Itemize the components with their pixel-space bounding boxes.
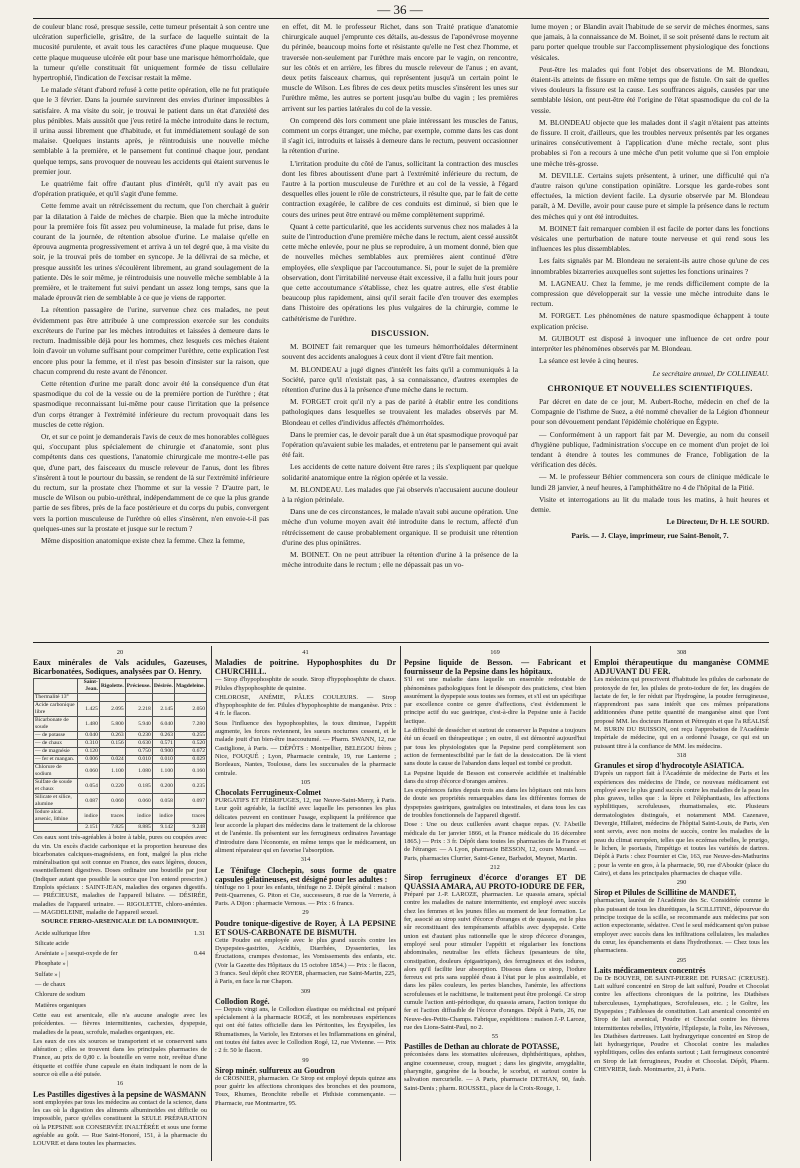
article-column-2 <box>282 22 518 632</box>
table-cell: 5.940 <box>125 717 152 732</box>
table-cell: 0.672 <box>174 748 206 756</box>
table-cell: 2.145 <box>152 702 174 717</box>
paragraph: M. DEVILLE. Certains sujets présentent, à uriner, une difficulté qui n'a d'autre raison qu'une constipation opiniâtre. Lorsque les garde-robes sont effectuées, la miction devient facile. La dysurie observée par M. Blondeau paraît, à M. Deville, avoir pour cause pure et simple la présence dans le rectum des mèches qui y ont été introduites. <box>531 170 769 221</box>
paragraph: La rétention passagère de l'urine, survenue chez ces malades, ne peut évidemment pas être attribuée à une compression exercée sur les conduits excréteurs de l'urine par les mèches introduites et laissées à demeure dans le rectum. Inadmissible déjà pour les hommes, chez lesquels ces mèches étaient loin d'avoir un volume suffisant pour comprimer l'urèthre, cette explication l'est encore plus pour la femme, et il n'est pas besoin d'insister sur la raison, que chacun comprend du reste avant de l'énoncer. <box>33 305 269 376</box>
table-cell: 0.029 <box>174 756 206 764</box>
table-cell: Silicate acide <box>35 939 69 947</box>
ad-title: Sirop ferrugineux d'écorce d'oranges ET DE QUASSIA AMARA, AU PROTO-IODURE DE FER, <box>404 873 586 892</box>
mineral-analysis-table <box>33 678 207 832</box>
ad-text: Ces eaux sont très-agréables à boire à table, pures ou coupées avec du vin. Un excès d'acide carbonique et la proportion heureuse des bicarbonates calciques-magnésiens, en font, malgré la plus riche minéralisation qui soit connue en France, des eaux légères, douces, essentiellement digestives. Doses ordinaire une bouteille par jour (Indiquer autant que possible la source que l'on entend prescrire.) Emplois spéciaux : SAINT-JEAN, maladies des organes digestifs. — PRÉCIEUSE, maladies de l'appareil biliaire. — DÉSIRÉE, maladies de l'appareil urinaire. — RIGOLETTE, chloro-anémies. — MAGDELEINE, maladie de l'appareil sexuel. <box>33 834 207 916</box>
table-cell: 0.120 <box>77 748 99 756</box>
paragraph: de couleur blanc rosé, presque sessile, cette tumeur présentait à son centre une ulcération superficielle, grisâtre, de la surface de laquelle suintait de la mucosité purulente, et avait tous les caractères d'une plaque muqueuse. Que cette plaque muqueuse ulcérée eût pour base une marisque hémorrhoïdale, que la tumeur qu'elle constituait fût uniquement formée de tissu cellulaire hypertrophié, l'indication de l'excisar restait la même. <box>33 22 269 83</box>
table-cell: 7.825 <box>99 824 125 832</box>
table-row <box>35 991 205 999</box>
table-cell: — de chaux <box>35 981 66 989</box>
ad-title: Pastilles de Dethan au chlorate de POTASSE, <box>404 1042 560 1052</box>
dominique-table <box>33 928 207 1012</box>
table-cell: 0.900 <box>152 748 174 756</box>
table-cell: 0.630 <box>125 740 152 748</box>
paragraph: M. GUIBOUT est disposé à invoquer une influence de cet ordre pour interpréter les phénomènes observés par M. Blondeau. <box>531 333 769 354</box>
ad-number: 212 <box>490 863 500 871</box>
table-cell: 0.010 <box>125 756 152 764</box>
page-number: — 36 — <box>377 2 423 17</box>
paragraph: M. BLONDEAU a jugé dignes d'intérêt les faits qu'il a communiqués à la Société, parce qu'il n'existait pas, à sa connaissance, d'autres exemples de rétention d'urine dus à la présence d'une mèche dans le rectum. <box>282 364 518 394</box>
table-cell <box>185 981 205 989</box>
ad-number: 55 <box>491 1033 499 1041</box>
table-cell: 1.425 <box>77 702 99 717</box>
ad-text: — Sirop d'hypophosphite de soude. Sirop d'hypophosphite de chaux. Pilules d'hypophosphite de quinine. <box>215 676 396 692</box>
table-cell <box>125 694 152 702</box>
table-cell: 0.310 <box>77 740 99 748</box>
ad-subtitle: SOURCE FERRO-ARSENICALE DE LA DOMINIQUE. <box>41 918 199 926</box>
table-cell: 0.024 <box>99 756 125 764</box>
table-row <box>35 960 205 968</box>
table-cell <box>152 694 174 702</box>
table-cell: Acide sulfurique libre <box>35 929 91 937</box>
table-cell <box>185 1002 205 1010</box>
table-row <box>34 740 207 748</box>
paragraph: Les accidents de cette nature doivent être rares ; ils s'expliquent par quelque solidarité anatomique entre la région opérée et la vessie. <box>282 462 518 482</box>
table-cell: 6.040 <box>152 717 174 732</box>
table-cell <box>185 960 205 968</box>
table-cell: — fer et mangan. <box>34 756 78 764</box>
paragraph: Le malade s'étant d'abord refusé à cette petite opération, elle ne fut pratiquée que le 3 février. Dans la journée survinrent des envies d'uriner impossibles à satisfaire. A ma visite du soir, je trouvai le patient dans un état d'anxiété des plus pénibles. Mais aussitôt que j'eus retiré la mèche introduite dans le rectum, il urina aussi librement que d'habitude, et fut immédiatement soulagé de son malaise. Quelques instants après, je réintroduisis une nouvelle mèche semblable à la première, et le pansement fut continué chaque jour, pendant quelque temps, sans provoquer de nouveau les accidents qui étaient survenus le premier jour. <box>33 85 269 176</box>
table-cell <box>174 694 206 702</box>
ad-text: Du Dr BOUYER, DE SAINT-PIERRE DE FURSAC (CREUSE). Lait sulfuré concentré en Sirop de lait sulfuré, Poudre et Chocolat contre les affections chroniques de la poitrine, les Diathèses tuberculeuses, Lymphatiques, Scrofuleuses, etc. ; le Goître, les Dyspepsies ; Faiblesses de constitution. Lait arsenical concentré en Sirop de lait arsenical, Poudre et Chocolat contre les fièvres intermittentes rebelles, l'Hystérie, l'Épilepsie, la Folie, les Névroses, les Diathèses dartreuses. Lait hydrargyrique concentré en Sirop de lait hydrargyrique, Poudre et Chocolat contre les maladies syphilitiques, celles des enfants surtout ; Lait ferrugineux concentré en Sirop de lait ferrugineux, Poudre et Chocolat. Dépôt, Pharm. CHEVRIER, faub. Montmartre, 21, à Paris. <box>594 974 769 1074</box>
table-cell: Matières organiques <box>35 1001 87 1009</box>
ad-text: D'après un rapport fait à l'Académie de médecine de Paris et les expériences des médecins de l'Inde, ce nouveau médicament est employé avec le plus grand succès contre les maladies de la peau les plus graves, telles que : la lèpre et l'éléphantiasis, les affections syphilitiques, scrofuleuses, rhumatismales, etc. Plusieurs dermatologistes distingués, et notamment MM. Cazenave, Devergie, Hillairet, médecins de l'hôpital Saint-Louis, de Paris, s'en sont servis, avec non moins de succès, contre les maladies de la peau du climat européen, telles que les eczémas rebelles, le prurigo, le lichen, le psoriasis, l'impétigo et toutes les variétés de dartres. Dépôt à Paris : chez Fournier et Cie, 163, rue Neuve-des-Mathurins ; pour la vente en gros, à la pharmacie, 90, rue d'Aboukir (place du Caire), et dans les principales pharmacies de chaque ville. <box>594 770 769 877</box>
table-cell: 2.151 <box>77 824 99 832</box>
paragraph: Le quatrième fait offre d'autant plus d'intérêt, qu'il n'y avait pas eu d'opération pratiquée, et qu'il s'agit d'une femme. <box>33 179 269 199</box>
table-row <box>34 694 207 702</box>
ad-title: Laits médicamenteux concentrés <box>594 965 706 975</box>
paragraph: Cette rétention d'urine me paraît donc avoir été la conséquence d'un état spasmodique du col de la vessie ou de la première portion de l'urèthre ; état spasmodique reconnaissant lui-même pour cause l'irritation que la présence d'un corps étranger à l'extrémité inférieure du rectum provoquait dans les muscles de cette région. <box>33 378 269 429</box>
ad-number: 290 <box>676 879 687 887</box>
ad-text: Préparé par J.-P. LAROZE, pharmacien. Le quassia amara, spécial contre les maladies de nature intermittente, est employé avec succès chez les femmes et les jeunes filles au moment de leur formation. Le fer, associé au sirop suivi d'écorce d'oranges et de quassia, est le plus sûr reconstituant des tempéraments affaiblis avec dyspepsie. Cette union est d'autant plus rationnelle que le sirop d'écorce d'oranges, employé seul pour stimuler l'appétit et régulariser les fonctions abdominales, neutralise les effets fâcheux (pesanteurs de tête, constipation, douleurs épigastriques), des ferrugineux et des iodures, alors qu'il facilite leur absorption. Dissous dans ce sirop, l'iodure ferreux est pris sans suppléé d'eau à l'état pur le plus assimilable, et dans les pâles couleurs, les pertes blanches, l'anémie, les affections scrofuleuses et le rachitisme, le traitement peut être prolongé. Ce sirop cumule l'action anti-périodique, du quassia amara, l'action tonique du fer et l'action diffusible de l'écorce d'oranges. Dépôt à Paris, 26, rue Neuve-des-Petits-Champs. Fabrique, expéditions : maison J.-P. Laroze, rue des Lions-Saint-Paul, no 2. <box>404 891 586 1031</box>
table-cell: Thermalité 13° <box>34 694 78 702</box>
paragraph: M. BLONDEAU objecte que les malades dont il s'agit n'étaient pas atteints de fissure. Il croit, d'ailleurs, que les troubles nerveux présentés par les organes urinaires consécutivement à l'application d'une mèche rectale, sont plus probables si l'on a recours à une mèche d'un petit volume que si l'on emploie une mèche très-grosse. <box>531 117 769 168</box>
table-cell: Silicate et silice, alumine <box>34 794 78 809</box>
paragraph: Or, et sur ce point je demanderais l'avis de ceux de mes honorables collègues qui, s'occupant plus spécialement de chirurgie et d'anatomie, sont plus compétents dans ces questions, l'anatomie chirurgicale me montre-t-elle pas que, d'une part, des faisceaux du muscle releveur de l'anus, dont les fibres s'insèrent à tout le pourtour du bassin, se rendent de là sur l'extrémité inférieure du rectum, sur la prostate chez l'homme et sur la vessie ? D'autre part, le muscle de Wilson ou pubio-uréthral, indépendamment de ce que la plus grande partie de ses fibres, près de la face postérieure et du corps du pubis, convergent vers la portion musculeuse de l'urèthre où elles s'insèrent, n'en envoie-t-il pas quelques-unes sur la prostate et jusque sur le rectum ? <box>33 431 269 533</box>
table-row <box>34 824 207 832</box>
table-cell: traces <box>99 809 125 824</box>
table-cell: 0.006 <box>77 756 99 764</box>
table-cell: 0.520 <box>174 740 206 748</box>
paragraph: Cette femme avait un rétrécissement du rectum, que l'on cherchait à guérir par la dilatation à l'aide de mèches de charpie. Bien que la mèche introduite pour la première fois fût assez peu volumineuse, la malade fut prise, dans le courant de la journée, de rétention absolue d'urine. Le malaise qu'elle en éprouva augmenta progressivement et arriva à un tel degré que, à ma visite du soir, je la trouvai près de tomber en syncope. Je la délivrai de sa mèche, et presque aussitôt les urines s'écoulèrent librement, au grand soulagement de la patiente. Dès le soir même, je réintroduisis une nouvelle mèche semblable à la première, et le traitement fut suivi pendant un assez long temps, sans que la malade éprouvât rien de semblable à ce que je viens de rapporter. <box>33 201 269 303</box>
column-divider <box>211 646 212 1161</box>
table-cell: 0.087 <box>77 794 99 809</box>
ad-number: 29 <box>302 909 309 917</box>
ad-text: PURGATIFS ET FÉBRIFUGES, 12, rue Neuve-Saint-Merry, à Paris. Leur goût agréable, la facilité avec laquelle les personnes les plus délicates peuvent en continuer l'usage, expliquent la préférence que leur accorde la plupart des médecins dans le traitement de la chlorose et de l'anémie. Ils présentent sur les ferrugineux ordinaires l'avantage d'introduire dans l'économie, en même temps que le médicament, un aliment réparateur qui en favorise l'absorption. <box>215 797 396 854</box>
paragraph: Quant à cette particularité, que les accidents survenus chez nos malades à la suite de l'introduction d'une première mèche dans le rectum, aient cessé aussitôt cette mèche enlevée, pour ne plus se reproduire, à un moment donné, bien que de nouvelles mèches semblables aux premières aient continué d'être employées, elle s'explique par l'accoutumance. Si, pour le sujet de la première observation, dont l'irritabilité nerveuse était excessive, il a fallu huit jours pour que cette accoutumance s'établisse, chez les quatre autres, elle s'est établie beaucoup plus rapidement, ainsi qu'il serait facile d'en trouver des exemples dans l'histoire des opérations les plus vulgaires de la chirurgie, comme le cathétérisme de l'urèthre. <box>282 221 518 323</box>
paragraph: Dans une de ces circonstances, le malade n'avait subi aucune opération. Une mèche d'un volume moyen avait été introduite dans le rectum, affecté d'un rétrécissement de cause probablement organique. Il se produisit une rétention d'urine des plus opiniâtres. <box>282 507 518 547</box>
ad-title: Chocolats Ferrugineux-Colmet <box>215 788 321 798</box>
ad-title: Les Pastilles digestives à la pepsine de WASMANN <box>33 1089 206 1099</box>
ad-number: 169 <box>490 649 500 656</box>
discussion-heading: DISCUSSION. <box>371 327 429 338</box>
table-cell: 2.095 <box>99 702 125 717</box>
table-cell: Sulfate » | <box>35 970 61 978</box>
table-cell: 0.750 <box>125 748 152 756</box>
table-row <box>34 748 207 756</box>
paragraph: Les faits signalés par M. Blondeau ne seraient-ils autre chose qu'une de ces innombrables bizarreries auxquelles sont sujettes les fonctions urinaires ? <box>531 256 769 276</box>
header-rule <box>33 18 769 19</box>
table-cell: 7.280 <box>174 717 206 732</box>
table-cell: 0.255 <box>174 732 206 740</box>
paragraph: — Conformément à un rapport fait par M. Devergie, au nom du conseil d'hygiène publique, l'administration s'occupe en ce moment d'un projet de loi tendant à étendre à toutes les communes de France, l'obligation de la vérification des décès. <box>531 429 769 470</box>
secretary-signature: Le secrétaire annuel, Dr COLLINEAU. <box>652 368 769 378</box>
ad-number: 105 <box>300 778 311 786</box>
paragraph: — M. le professeur Béhier commencera son cours de clinique médicale le lundi 28 janvier, à neuf heures, à l'amphithéâtre no 4 de l'hôpital de la Pitié. <box>531 472 769 492</box>
ads-column-1 <box>33 648 207 1163</box>
table-cell: Chlorure de sodium <box>35 991 86 999</box>
table-cell <box>185 971 205 979</box>
table-cell: 2.218 <box>125 702 152 717</box>
table-row <box>34 717 207 732</box>
ad-text: Les médecins qui prescrivent d'habitude les pilules de carbonate de protoxyde de fer, les pilules de proto-iodure de fer, les dragées de lactate de fer, le fer réduit par l'hydrogène, la poudre ferrugineuse, n'apprendront pas sans intérêt que ces mêmes préparations additionnées d'une petite quantité de manganèse ainsi que l'ont proposé MM. les docteurs Hannon et Pétrequin et que l'a RÉALISÉ M. BURIN DU BUISSON, ont reçu l'approbation de l'Académie impériale de médecine, qui en a ordonné l'usage, ce qui est un puissant titre à la confiance de MM. les médecins. <box>594 676 769 750</box>
table-cell: 0.058 <box>152 794 174 809</box>
paragraph: Dans le premier cas, le devoir paraît due à un état spasmodique provoqué par l'opération qu'avaient subie les malades, et entretenu par le pansement qui avait été fait. <box>282 429 518 460</box>
table-header: Saint-Jean. <box>77 679 99 694</box>
table-cell: 1.100 <box>99 764 125 779</box>
table-cell: 0.185 <box>125 779 152 794</box>
table-cell: 0.060 <box>125 794 152 809</box>
ad-number: 318 <box>676 751 687 759</box>
table-header <box>34 679 78 694</box>
table-cell: indice <box>77 809 99 824</box>
ad-title: Eaux minérales de Vals acidules, Gazeuses, Bicarbonatées, Sodiques, analysées par O. Henry. <box>33 658 207 677</box>
table-cell: — de magnésie <box>34 748 78 756</box>
table-cell: 5.800 <box>99 717 125 732</box>
ad-text: pharmacien, lauréat de l'Académie des Sc. Considérée comme le plus puissant de tous les diurétiques, la SCILLITINE, dépourvue du principe toxique de la scille, se recommande aux médecins par son action expectorante, sédative. C'est le seul médicament qu'on puisse employer avec succès dans les infiltrations cellulaires, les maladies du cœur, les épanchements et dans l'hydrothorax. — Chez tous les pharmaciens. <box>594 897 769 955</box>
ads-column-4 <box>594 648 769 1163</box>
paragraph: Peut-être les malades qui font l'objet des observations de M. Blondeau, étaient-ils atteints de fissure en même temps que de fistule. On sait de quelles vives douleurs la fissure est la cause. Les souffrances aiguës, causées par une semblable lésion, ont peut-être été l'origine de l'état spasmodique du col de la vessie. <box>531 64 769 115</box>
table-cell: 1.480 <box>77 717 99 732</box>
table-cell <box>185 991 205 999</box>
table-cell: Phosphate » | <box>35 960 69 968</box>
table-cell: indice <box>152 809 174 824</box>
article-column-3 <box>531 22 769 632</box>
table-cell: 1.080 <box>125 764 152 779</box>
ad-number: 20 <box>116 649 124 656</box>
table-cell: 0.040 <box>77 732 99 740</box>
paragraph: lume moyen ; or Blandin avait l'habitude de se servir de mèches énormes, sans que jamais, à la connaissance de M. Boinet, il se soit présenté dans le rectum ait paru porter quelque trouble sur l'accomplissement physiologique des fonctions vésicales. <box>531 22 769 62</box>
table-row <box>34 732 207 740</box>
ad-number: 308 <box>676 649 687 656</box>
table-cell: Iodure alcal. arsenic, lithine <box>34 809 78 824</box>
table-row <box>35 971 205 979</box>
table-cell: 1.100 <box>152 764 174 779</box>
table-row <box>34 702 207 717</box>
ad-text: Les eaux de ces six sources se transportent et se conservent sans altération ; elles se trouvent dans les principales pharmacies de France, au prix de 0,80 c. la bouteille en verre noir, revêtue d'une étiquette et coiffée d'une capsule en étain indiquant le nom de la source où elle a été puisée. <box>33 1037 207 1079</box>
table-cell: Sulfate de soude et chaux <box>34 779 78 794</box>
table-cell: 0.156 <box>99 740 125 748</box>
table-cell: Bicarbonate de soude <box>34 717 78 732</box>
ads-column-3 <box>404 648 586 1163</box>
ad-text: Les expériences faites depuis trois ans dans les hôpitaux ont mis hors de doute ses propriétés remarquables dans les différentes formes de dyspepsies gastriques, gastralgies ou intestinales, et dans tous les cas de troubles fonctionnels de l'appareil digestif. <box>404 787 586 820</box>
column-divider <box>590 646 591 1161</box>
ad-title: Granules et sirop d'hydrocotyle ASIATICA. <box>594 761 745 771</box>
paragraph: L'irritation produite du côté de l'anus, sollicitant la contraction des muscles dont les fibres aboutissent d'une part à l'extrémité inférieure du rectum, de l'autre à la portion musculeuse de l'urèthre et au col de la vessie, à l'égard desquelles elles jouent le rôle de constricteurs, il résulte que, par le fait de cette contraction exagérée, le calibre de ces conduits est diminué, si bien que le cours des urines peut être entravé ou même complètement supprimé. <box>282 158 518 219</box>
ad-text: Sous l'influence des hypophosphites, la toux diminue, l'appétit augmente, les forces reviennent, les sueurs nocturnes cessent, et le malade jouit d'un bien-être inaccoutumé. — Pharm. SWANN, 12, rue Castiglione, à Paris. — DÉPÔTS : Montpellier, BELEGOU frères ; Nice, FOUQUÉ ; Lyon, Pharmacie centrale, 19, rue Lanterne ; Bordeaux, Nantes, Toulouse, dans les succursales de la pharmacie centrale. <box>215 719 396 777</box>
table-header: Magdeleine. <box>174 679 206 694</box>
table-cell: — de potasse <box>34 732 78 740</box>
table-row <box>34 794 207 809</box>
ad-number: 41 <box>302 649 309 656</box>
table-cell: traces <box>174 809 206 824</box>
table-cell <box>77 694 99 702</box>
ad-number: 314 <box>300 856 311 864</box>
table-cell: 0.060 <box>77 764 99 779</box>
table-cell: 9.142 <box>152 824 174 832</box>
ad-title: Emploi thérapeutique du manganèse COMME ADJUVANT DU FER. <box>594 658 769 677</box>
ad-title: Pepsine liquide de Besson. — Fabricant et fournisseur de la Pepsine dans les hôpitaux. <box>404 658 586 677</box>
table-cell: 0.44 <box>193 950 205 958</box>
table-cell: Arséniate » | sesqui-oxyde de fer <box>35 950 118 958</box>
paragraph: La séance est levée à cinq heures. <box>539 356 639 366</box>
ad-title: Poudre tonique-digestive de Royer, À LA PEPSINE ET SOUS-CARBONATE DE BISMUTH. <box>215 918 396 937</box>
table-cell: 1.31 <box>193 929 205 937</box>
ad-text: ténifuge no 1 pour les enfants, ténifuge no 2. Dépôt général : maison Petit-Quarrenes, G. Piton et Cie, successeurs, 8 rue de la Verrerie, à Paris. A Dijon : pharmacie Vernous. — Prix : 6 francs. <box>215 883 396 908</box>
table-cell: 2.050 <box>174 702 206 717</box>
table-cell: 0.263 <box>99 732 125 740</box>
ad-title: Sirop minér. sulfureux au Goudron <box>215 1065 335 1075</box>
table-cell: 0.097 <box>174 794 206 809</box>
ad-text: — Depuis vingt ans, le Collodion élastique ou médicinal est préparé spécialement à la pharmacie ROGÉ, et les nombreuses expériences qui ont été faites officielle dans les Péritonites, les Érysipèles, les Rhumatismes, la Variole, les Entorses et les Inflammations en général, ont toutes été faites avec le Collodion Rogé, 12, rue Vivienne. — Prix : 2 fr. 50 le flacon. <box>215 1005 396 1055</box>
ad-text: Cette eau est arsenicale, elle n'a aucune analogie avec les précédentes. — fièvres intermittentes, cachexies, dyspepsie, maladies de la peau, scrofule, maladies organiques, etc. <box>33 1011 207 1036</box>
table-cell: 0.200 <box>152 779 174 794</box>
table-cell: 8.885 <box>125 824 152 832</box>
table-cell: 0.235 <box>174 779 206 794</box>
paragraph: On comprend dès lors comment une plaie intéressant les muscles de l'anus, comment un corps étranger, une mèche, par exemple, comme dans les cas dont il s'agit ici, introduits et laissés à demeure dans le rectum, peuvent occasionner la rétention d'urine. <box>282 115 518 156</box>
paragraph: M. FORGET croit qu'il n'y a pas de parité à établir entre les conditions pathologiques dans lesquelles se trouvaient les malades observés par M. Blondeau et celles d'individus affectés d'hémorrhoïdes. <box>282 397 518 427</box>
ad-text: sont employées par tous les médecins au contact de la science, dans les cas où la digestion des aliments albuminoïdes est difficile ou impossible, parce qu'elles constituent la SEULE PRÉPARATION où la PEPSINE soit CONSERVÉE INALTÉRÉE et sous une forme agréable au goût. — Rue Saint-Honoré, 151, à la pharmacie du LOUVRE et dans toutes les pharmacies. <box>33 1098 207 1148</box>
paragraph: M. BOINET fait remarquer combien il est facile de porter dans les fonctions vésicales une perturbation de nature toute nerveuse et qui rend sous les influences les plus dissemblables. <box>531 223 769 254</box>
ad-text: CHLOROSE, ANÉMIE, PÂLES COULEURS. — Sirop d'hypophosphite de fer. Pilules d'hypophosphite de manganèse. Prix : 4 fr. le flacon. <box>215 693 396 718</box>
ad-text: La difficulté de dessécher et surtout de conserver la Pepsine a toujours été un écueil en thérapeutique ; en outre, il est démontré aujourd'hui par tous les physiologistes que la Pepsine perd complètement son action de fermentescibilité par le fait de la dessiccation. De là vient sans doute la cause de l'abandon dans lequel est tombé ce produit. <box>404 727 586 768</box>
ad-title: Collodion Rogé. <box>215 996 270 1006</box>
ad-number: 295 <box>676 956 687 964</box>
table-cell <box>34 824 78 832</box>
ad-number: 309 <box>300 987 311 995</box>
table-cell: 0.054 <box>77 779 99 794</box>
ad-text: Dose : Une ou deux cuillerées avant chaque repas. (V. l'Abeille médicale du 1er janvier 1866, et la France médicale du 16 décembre 1865.) — Prix : 3 fr. Dépôt dans toutes les pharmacies de la France et de l'étranger. — A Lyon, pharmacie BESSON, 12, cours Morand. — Paris, pharmacies Clurrier, Saint-Genez, Barbadot, Meynet, Martin. <box>404 821 586 862</box>
ad-number: 99 <box>302 1056 309 1064</box>
ad-number: 16 <box>116 1080 124 1088</box>
ads-rule <box>33 642 769 643</box>
table-cell: 0.220 <box>99 779 125 794</box>
director-signature: Le Directeur, Dr H. LE SOURD. <box>666 517 769 527</box>
paragraph: M. BOINET. On ne peut attribuer la rétention d'urine à la présence de la mèche introduite dans le rectum ; elle ne dépassait pas un vo- <box>282 549 518 570</box>
table-header: Désirée. <box>152 679 174 694</box>
paragraph: M. BLONDEAU. Les malades que j'ai observés n'accusaient aucune douleur à la région périnéale. <box>282 484 518 504</box>
table-row <box>35 981 205 989</box>
table-row <box>34 779 207 794</box>
table-row <box>34 764 207 779</box>
ad-text: préconisées dans les stomatites ulcéreuses, diphthéritiques, aphthes, angine couenneuse, croup, muguet ; dans les gingivite, amygdalite, pharyngite, gangrène de la bouche, le scorbut, et surtout contre la salivation mercurielle. — A Paris, pharmacie DETHAN, 90, faub. Saint-Denis ; pharm. ROUSSEL, place de la Croix-Rouge, 1. <box>404 1051 586 1092</box>
table-cell <box>99 694 125 702</box>
table-row <box>35 930 205 938</box>
table-cell <box>99 748 125 756</box>
table-row <box>35 950 205 958</box>
table-cell: 0.230 <box>125 732 152 740</box>
table-cell: 0.010 <box>152 756 174 764</box>
paragraph: en effet, dit M. le professeur Richet, dans son Traité pratique d'anatomie chirurgicale auquel j'emprunte ces détails, au-dessus de l'aponévrose moyenne du périnée, beaucoup moins forte et résistante qu'elle ne l'est chez l'homme, et traversée non-seulement par l'urèthre mais encore par le vagin, on rencontre, sur les côtés et en arrière, les fibres du muscle releveur de l'anus ; en avant, deux petits faisceaux charnus, qui représentent jusqu'à un certain point le muscle de Wilson. Les fibres de ces deux petits muscles s'insèrent les unes sur l'urèthre même, les autres se portent jusqu'au bulbe du vagin ; les premières arrivent sur les parties latérales du col de la vessie. <box>282 22 518 113</box>
ad-title: Sirop et Pilules de Scillitine de MANDET, <box>594 888 737 898</box>
article-column-1 <box>33 22 269 632</box>
ad-text: Cette Poudre est employée avec le plus grand succès contre les Dyspepsies-gastrites, Acidités, Diarrhées, Dyssenteries, les Éructations, crampes d'estomac, les Vomissements des enfants, etc. (Voir la Gazette des Hôpitaux du 15 octobre 1854.) — Prix : le flacon, 3 francs. Seul dépôt chez ROYER, pharmacien, rue Saint-Martin, 225, à Paris, en face la rue Chapon. <box>215 936 396 986</box>
table-cell: indice <box>125 809 152 824</box>
table-cell: — de chaux <box>34 740 78 748</box>
table-cell: Chlorure de sodium <box>34 764 78 779</box>
table-row <box>34 756 207 764</box>
table-row <box>35 940 205 948</box>
column-divider <box>400 646 401 1161</box>
table-row <box>34 809 207 824</box>
ad-text: La Pepsine liquide de Besson est conservée acidifiée et inaltérable dans du sirop d'écorce d'oranges amères. <box>404 769 586 785</box>
paragraph: M. LAGNEAU. Chez la femme, je me rends difficilement compte de la compression que développerait sur la vessie une mèche introduite dans le rectum. <box>531 278 769 309</box>
table-header: Précieuse. <box>125 679 152 694</box>
paragraph: Par décret en date de ce jour, M. Aubert-Roche, médecin en chef de la Compagnie de l'isthme de Suez, a été nommé chevalier de la Légion d'honneur pour son dévouement pendant l'épidémie cholérique en Égypte. <box>531 396 769 427</box>
table-row <box>35 1002 205 1010</box>
ad-text: S'il est une maladie dans laquelle un ensemble redoutable de phénomènes pathologiques font le désespoir des praticiens, c'est bien assurément la dyspepsie sous toutes ses formes, et s'il est un spécifique par excellence contre ce genre d'affections, c'est évidemment le principe actif du suc gastrique, c'est-à-dire la Pepsine unie à l'acide lactique. <box>404 676 586 725</box>
chronicle-heading: CHRONIQUE ET NOUVELLES SCIENTIFIQUES. <box>547 382 753 393</box>
paragraph: Même disposition anatomique existe chez la femme. Chez la femme, <box>41 535 245 545</box>
table-header: Rigolette. <box>99 679 125 694</box>
paragraph: M. FORGET. Les phénomènes de nature spasmodique échappent à toute explication précise. <box>531 311 769 331</box>
table-cell: 0.160 <box>174 764 206 779</box>
printer-imprint: Paris. — J. Claye, imprimeur, rue Saint-Benoît, 7. <box>571 531 729 541</box>
table-cell: 0.263 <box>152 732 174 740</box>
table-cell: 9.248 <box>174 824 206 832</box>
ad-title: Le Ténifuge Clochepin, sous forme de quatre capsules gélatineuses, est désigné pour les adultes : <box>215 865 396 884</box>
table-cell <box>185 940 205 948</box>
paragraph: M. BOINET fait remarquer que les tumeurs hémorrhoïdales déterminent souvent des accidents analogues à ceux dont il vient d'être fait mention. <box>282 342 518 362</box>
ads-column-2 <box>215 648 396 1163</box>
ad-text: de CROSNIER, pharmacien. Ce Sirop est employé depuis quinze ans pour guérir les affections chroniques des bronches et des poumons, Toux, Rhumes, Bronchite rebelle et Phthisie commençante. — Pharmacie, rue Montmartre, 95. <box>215 1074 396 1107</box>
table-cell: Acide carbonique libre <box>34 702 78 717</box>
table-cell: 0.571 <box>152 740 174 748</box>
table-cell: 0.060 <box>99 794 125 809</box>
ad-title: Maladies de poitrine. Hypophosphites du Dr CHURCHILL. <box>215 658 396 677</box>
paragraph: Visite et interrogations au lit du malade tous les matins, à huit heures et demie. <box>531 494 769 514</box>
